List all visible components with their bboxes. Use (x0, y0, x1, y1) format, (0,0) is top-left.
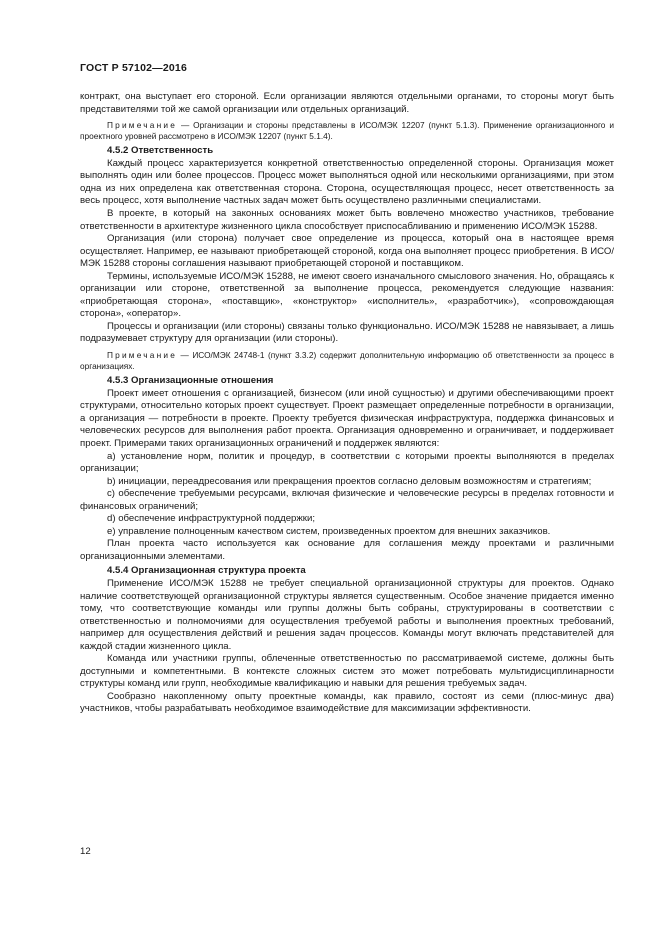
body-paragraph: Применение ИСО/МЭК 15288 не требует специальной организационной структуры для проектов. Однако наличие соответствующей организационной структуры является существенным. Особое значение придается именно тому, что соответствующие команды или группы должны быть собраны, структурированы в соответствии с ответственностью и полномочиями для осуществления требуемой работы и выполнения проектных требований, например для осуществления действий и решения задач процессов. Команды могут включать представителей для каждой стадии жизненного цикла. (80, 577, 614, 652)
document-body (80, 91, 614, 716)
body-paragraph: с) обеспечение требуемыми ресурсами, включая физические и человеческие ресурсы в пределах готовности и финансовых ограничений; (80, 488, 614, 512)
page-number: 12 (80, 846, 91, 857)
note-paragraph (80, 350, 614, 371)
note-label: Примечание (107, 120, 178, 131)
note-text: — Организации и стороны представлены в ИСО/МЭК 12207 (пункт 5.1.3). Применение организационного и проектного уровней рассмотрено в ИСО/МЭК 12207 (пункт 5.1.4). (80, 120, 614, 141)
body-paragraph: Проект имеет отношения с организацией, бизнесом (или иной сущностью) и другими обеспечивающими проект структурами, относительно которых проект существует. Проект размещает определенные потребности в организации, а организация — потребности в проекте. Проекту требуется физическая инфраструктура, поддержка финансовых и человеческих ресурсов для выполнения работ проекта. Организация одновременно и ограничивает, и поддерживает проект. Примерами таких организационных ограничений и поддержек являются: (80, 387, 614, 449)
body-paragraph: d) обеспечение инфраструктурной поддержки; (107, 513, 316, 525)
body-paragraph: е) управление полноценным качеством систем, произведенных проектом для внешних заказчиков. (107, 525, 551, 537)
body-paragraph: b) инициации, переадресования или прекращения проектов согласно деловым возможностям и стратегиям; (107, 475, 592, 487)
body-paragraph: Процессы и организации (или стороны) связаны только функционально. ИСО/МЭК 15288 не навязывает, а лишь подразумевает структуру для организации (или стороны). (80, 320, 614, 345)
document-header: ГОСТ Р 57102—2016 (80, 62, 188, 74)
body-paragraph: Организация (или сторона) получает свое определение из процесса, который она в настоящее время осуществляет. Например, ее называют приобретающей стороной, когда она выполняет процесс приобретения. В ИСО/МЭК 15288 стороны соглашения называют приобретающей стороной и поставщиком. (80, 233, 614, 270)
body-paragraph: а) установление норм, политик и процедур, в соответствии с которыми проекты выполняются в пределах организации; (80, 450, 614, 475)
body-paragraph: Термины, используемые ИСО/МЭК 15288, не имеют своего изначального смыслового значения. Но, обращаясь к организации или стороне, ответственной за выполнение процесса, рекомендуется следующие названия: «приобретающая сторона», «поставщик», «конструктор» «исполнитель», «разработчик»), «сопровождающая сторона», «оператор». (80, 270, 614, 320)
section-heading: 4.5.2 Ответственность (107, 145, 214, 157)
body-paragraph: В проекте, в который на законных основаниях может быть вовлечено множество участников, требование ответственности в архитектуре жизненного цикла способствует приспосабливанию и применению ИСО/МЭК 15288. (80, 208, 614, 232)
note-paragraph (80, 120, 614, 141)
section-heading: 4.5.4 Организационная структура проекта (107, 565, 306, 577)
body-paragraph: Каждый процесс характеризуется конкретной ответственностью определенной стороны. Организация может выполнять один или более процессов. Процесс может выполняться одной или несколькими организациями, при этом одна из них определена как ответственная сторона. Сторона, осуществляющая процесс, несет ответственность за весь процесс, хотя выполнение частных задач может быть осуществлено различными специалистами. (80, 157, 614, 207)
section-heading: 4.5.3 Организационные отношения (107, 375, 274, 387)
body-paragraph: Команда или участники группы, облеченные ответственностью по рассматриваемой системе, должны быть доступными и компетентными. В контексте сложных систем это может потребовать мультидисциплинарности структуры команд или групп, необходимые квалификацию и навыки для решения требуемых задач. (80, 653, 614, 690)
note-label: Примечание (107, 350, 178, 361)
body-paragraph: Сообразно накопленному опыту проектные команды, как правило, состоят из семи (плюс-минус два) участников, чтобы разрабатывать необходимое взаимодействие для максимизации эффективности. (80, 690, 614, 715)
body-paragraph: План проекта часто используется как основание для соглашения между проектами и различными организационными элементами. (80, 538, 614, 562)
body-paragraph: контракт, она выступает его стороной. Если организации являются отдельными органами, то стороны могут быть представителями той же самой организации или отдельных организаций. (80, 91, 614, 115)
note-text: — ИСО/МЭК 24748-1 (пункт 3.3.2) содержит дополнительную информацию об ответственности за процесс в организациях. (80, 350, 614, 371)
